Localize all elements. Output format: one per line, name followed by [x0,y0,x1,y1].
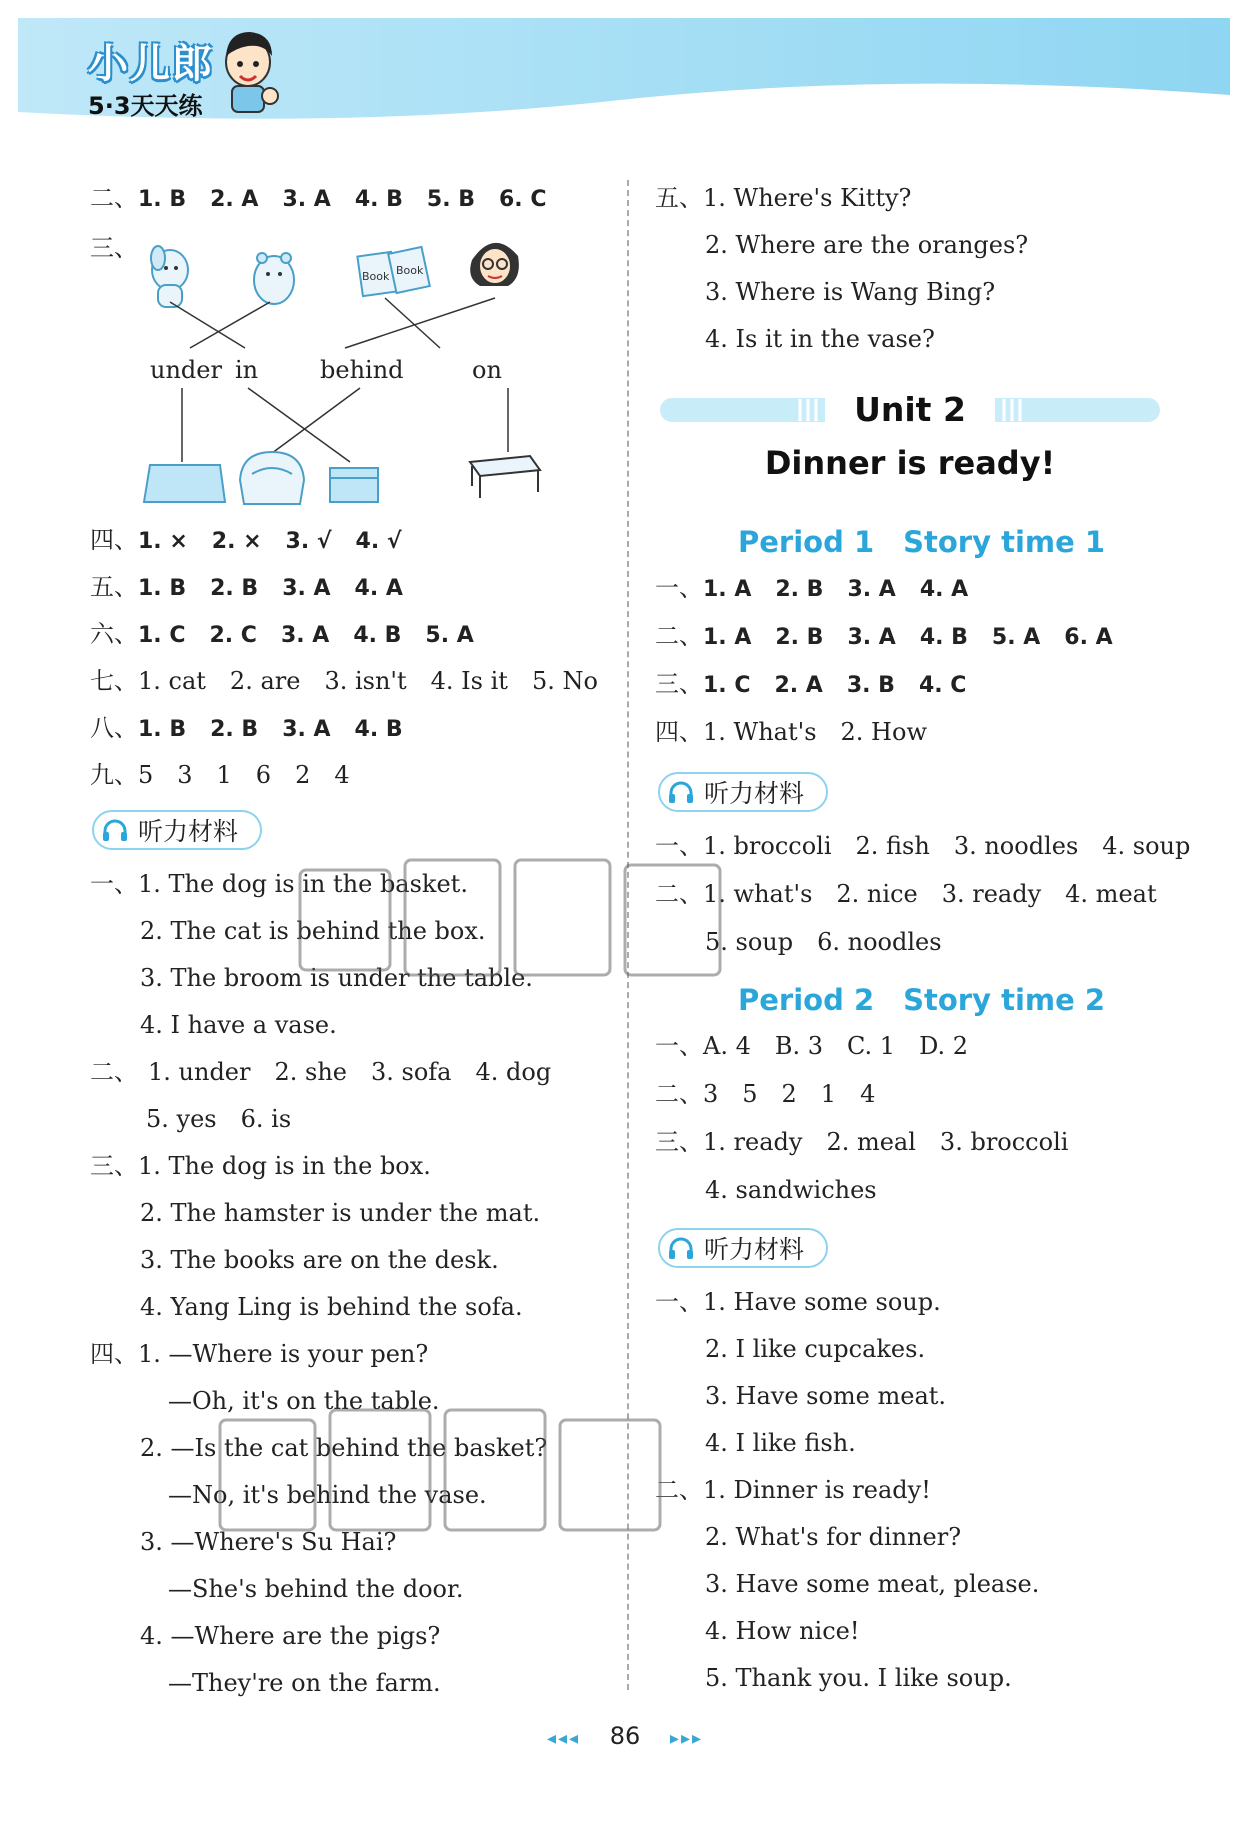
answer-item: 2. A [210,187,259,212]
answer-item: 3. A [847,577,896,602]
answer-item: 1. A [703,625,752,650]
answer-row-4 [90,524,426,558]
answer-item: 2. How [840,718,927,746]
listening-label: 听力材料 [704,1235,805,1264]
headphones-icon [102,818,128,842]
answer-item: 5. A [991,625,1041,650]
text-line: 1. The dog is in the box. [138,1152,431,1180]
answer-row: 4. sandwiches [705,1176,877,1204]
question-line: 2. Where are the oranges? [705,231,1029,259]
listening-line: 4. Yang Ling is behind the sofa. [140,1293,523,1321]
unit-subtitle: Dinner is ready! [764,444,1056,482]
answer-item: 4. B [354,187,403,212]
section-label: 二、 [655,622,703,650]
answer-item: 1. What's [703,718,817,746]
listening-line [655,878,1181,910]
section-label: 二、 [655,880,703,908]
section-label: 四、 [90,1340,138,1368]
answer-item: 3. sofa [371,1058,452,1086]
answer-item: 3. A [847,625,896,650]
listening-line: 3. Have some meat, please. [705,1570,1040,1598]
section-label: 三、 [655,1128,703,1156]
answer-item: 6. A [1064,625,1113,650]
listening-line: 5. Thank you. I like soup. [705,1664,1012,1692]
section-label: 三、 [90,1152,138,1180]
answer-item: D. 2 [919,1032,968,1060]
section-label: 五、 [90,573,138,601]
answer-item: 1. ready [703,1128,803,1156]
listening-line: 2. I like cupcakes. [705,1335,926,1363]
answer-row [655,620,1137,654]
answer-item: 3. ready [941,880,1042,908]
table-icon [470,456,540,498]
answer-item: 1. B [138,717,187,742]
answer-item: 6. noodles [817,928,942,956]
watermark-graphic [290,850,730,990]
listening-line [655,830,1214,862]
text-line: 1. —Where is your pen? [138,1340,429,1368]
word-in: in [235,356,259,384]
answer-item: 1. A [703,577,752,602]
listening-line: —Oh, it's on the table. [168,1387,440,1415]
answer-item: 3. A [280,623,330,648]
answer-item: 1. C [138,623,186,648]
section-label: 二、 [655,1080,703,1108]
next-arrows-icon: ▸▸▸ [669,1728,704,1749]
matching-diagram [130,230,550,510]
answer-item: 5. yes [146,1105,217,1133]
answer-item: 5. soup [705,928,794,956]
answer-row-6 [90,618,498,652]
answer-item: 2. A [774,673,823,698]
listening-line: 4. How nice! [705,1617,860,1645]
answer-item: 2. fish [855,832,930,860]
section-label: 一、 [655,574,703,602]
section-label: 三、 [90,234,138,262]
section-label: 五、 [655,184,703,212]
listening-badge [658,772,828,812]
listening-line [146,1103,315,1135]
answer-item: 1. × [138,529,188,554]
answer-item: 2. × [211,529,262,554]
section-label: 四、 [655,718,703,746]
period-1-title: Period 1 Story time 1 [738,525,1106,559]
page-number: 86 [609,1722,641,1750]
answer-item: 3. A [282,187,331,212]
question-line [655,182,911,214]
answer-item: 2. B [210,576,259,601]
period-2-title: Period 2 Story time 2 [738,983,1106,1017]
listening-line: —She's behind the door. [168,1575,464,1603]
section-label: 六、 [90,620,138,648]
answer-item: 2. C [209,623,257,648]
match-line [260,388,360,462]
listening-badge [658,1228,828,1268]
answer-item: 3. √ [285,529,332,554]
listening-label: 听力材料 [138,817,239,846]
answer-item: 5. No [531,667,598,695]
listening-line: 3. Have some meat. [705,1382,947,1410]
answer-item: 5. B [426,187,475,212]
answer-row [655,572,992,606]
answer-item: A. 4 [703,1032,751,1060]
answer-item: 2. meal [826,1128,916,1156]
answer-row [655,716,951,748]
answer-item: 2. B [775,625,824,650]
listening-line: 2. The hamster is under the mat. [140,1199,541,1227]
listening-line: 2. —Is the cat behind the basket? [140,1434,548,1462]
answer-sequence: 3 5 2 1 4 [703,1080,876,1108]
listening-line: 4. —Where are the pigs? [140,1622,441,1650]
answer-item: 4. A [354,576,403,601]
answer-item: 1. broccoli [703,832,832,860]
prev-arrows-icon: ◂◂◂ [546,1728,581,1749]
match-line [385,298,440,348]
answer-item: 4. dog [475,1058,552,1086]
question-line: 3. Where is Wang Bing? [705,278,996,306]
answer-row-9 [90,759,350,791]
listening-line: 4. I have a vase. [140,1011,337,1039]
answer-item: 1. cat [138,667,206,695]
answer-row [655,1126,1092,1158]
answer-item: 4. A [919,577,969,602]
book-label: Book [396,264,424,277]
section-label: 二、 [90,1058,138,1086]
answer-item: 4. B [919,625,968,650]
listening-line [655,1474,931,1506]
text-line: 1. Have some soup. [703,1288,941,1316]
answer-row [655,668,990,702]
section-label: 一、 [90,870,138,898]
answer-item: 4. √ [355,529,402,554]
books-icon [357,247,429,296]
page-footer [0,1722,1250,1750]
answer-item: 1. B [138,576,187,601]
answer-sequence: 5 3 1 6 2 4 [138,761,350,789]
word-on: on [472,356,502,384]
dog-icon [151,246,188,307]
match-line [170,302,245,348]
answer-row [655,1078,875,1110]
text-line: 1. The dog is in the basket. [138,870,468,898]
answer-item: B. 3 [774,1032,824,1060]
answer-row [655,1030,992,1062]
answer-row-8 [90,712,427,746]
hamster-icon [254,253,294,304]
answer-item: 3. B [846,673,895,698]
answer-item: 4. B [353,623,402,648]
question-line: 4. Is it in the vase? [705,325,935,353]
headphones-icon [668,780,694,804]
answer-item: 4. soup [1102,832,1191,860]
answer-item: 1. B [138,187,187,212]
brand-subtitle: 5·3天天练 [88,92,203,120]
book-label: Book [362,270,390,283]
section-label: 一、 [655,1288,703,1316]
listening-line: 2. The cat is behind the box. [140,917,486,945]
answer-item: 2. nice [836,880,918,908]
listening-line [90,1338,428,1370]
section-label: 二、 [90,184,138,212]
word-under: under [150,356,222,384]
answer-item: 2. B [210,717,259,742]
answer-item: 4. meat [1065,880,1157,908]
answer-row-2 [90,182,570,216]
section-label: 一、 [655,1032,703,1060]
mat-icon [144,465,225,502]
answer-item: 2. B [775,577,824,602]
answer-item: 2. she [274,1058,347,1086]
answer-item: 2. are [229,667,301,695]
answer-item: 1. C [703,673,751,698]
answer-item: 3. isn't [324,667,407,695]
watermark-graphic [210,1400,680,1550]
match-line [345,298,495,348]
box-icon [330,468,378,502]
listening-line: 4. I like fish. [705,1429,856,1457]
listening-line [655,1286,941,1318]
listening-line: 3. The books are on the desk. [140,1246,499,1274]
listening-line: 3. The broom is under the table. [140,964,533,992]
text-line: 1. Where's Kitty? [703,184,912,212]
answer-item: 4. B [354,717,403,742]
section-label: 一、 [655,832,703,860]
answer-item: 1. under [148,1058,251,1086]
girl-icon [470,243,519,286]
answer-item: 5. A [425,623,474,648]
section-label: 九、 [90,761,138,789]
listening-line: 2. What's for dinner? [705,1523,962,1551]
brand-logo: 小儿郎 [88,41,214,87]
section-label: 八、 [90,714,138,742]
answer-row-7 [90,665,622,697]
section-label: 二、 [655,1476,703,1504]
listening-line: —They're on the farm. [168,1669,441,1697]
answer-item: 1. what's [703,880,813,908]
answer-item: 3. noodles [953,832,1079,860]
mascot-boy-icon [218,26,282,116]
answer-item: 4. Is it [430,667,508,695]
word-behind: behind [320,356,404,384]
section-label: 七、 [90,667,138,695]
answer-item: 4. C [918,673,967,698]
basket-icon [240,452,304,504]
section-label: 四、 [90,526,138,554]
listening-line: 3. —Where's Su Hai? [140,1528,397,1556]
match-line [248,388,350,462]
answer-item: 3. A [282,717,331,742]
answer-item: 3. A [282,576,331,601]
unit-title: Unit 2 [854,390,966,429]
answer-item: 3. broccoli [939,1128,1069,1156]
answer-row-5 [90,571,427,605]
listening-label: 听力材料 [704,779,805,808]
listening-line [90,1056,575,1088]
headphones-icon [668,1236,694,1260]
page-header [0,0,1250,130]
answer-item: C. 1 [847,1032,896,1060]
answer-item: 6. C [499,187,547,212]
listening-line [705,926,966,958]
match-line [190,302,270,348]
text-line: 1. Dinner is ready! [703,1476,931,1504]
listening-badge [92,810,262,850]
answer-item: 6. is [240,1105,292,1133]
section-label: 三、 [655,670,703,698]
listening-line: —No, it's behind the vase. [168,1481,487,1509]
listening-line [90,1150,431,1182]
